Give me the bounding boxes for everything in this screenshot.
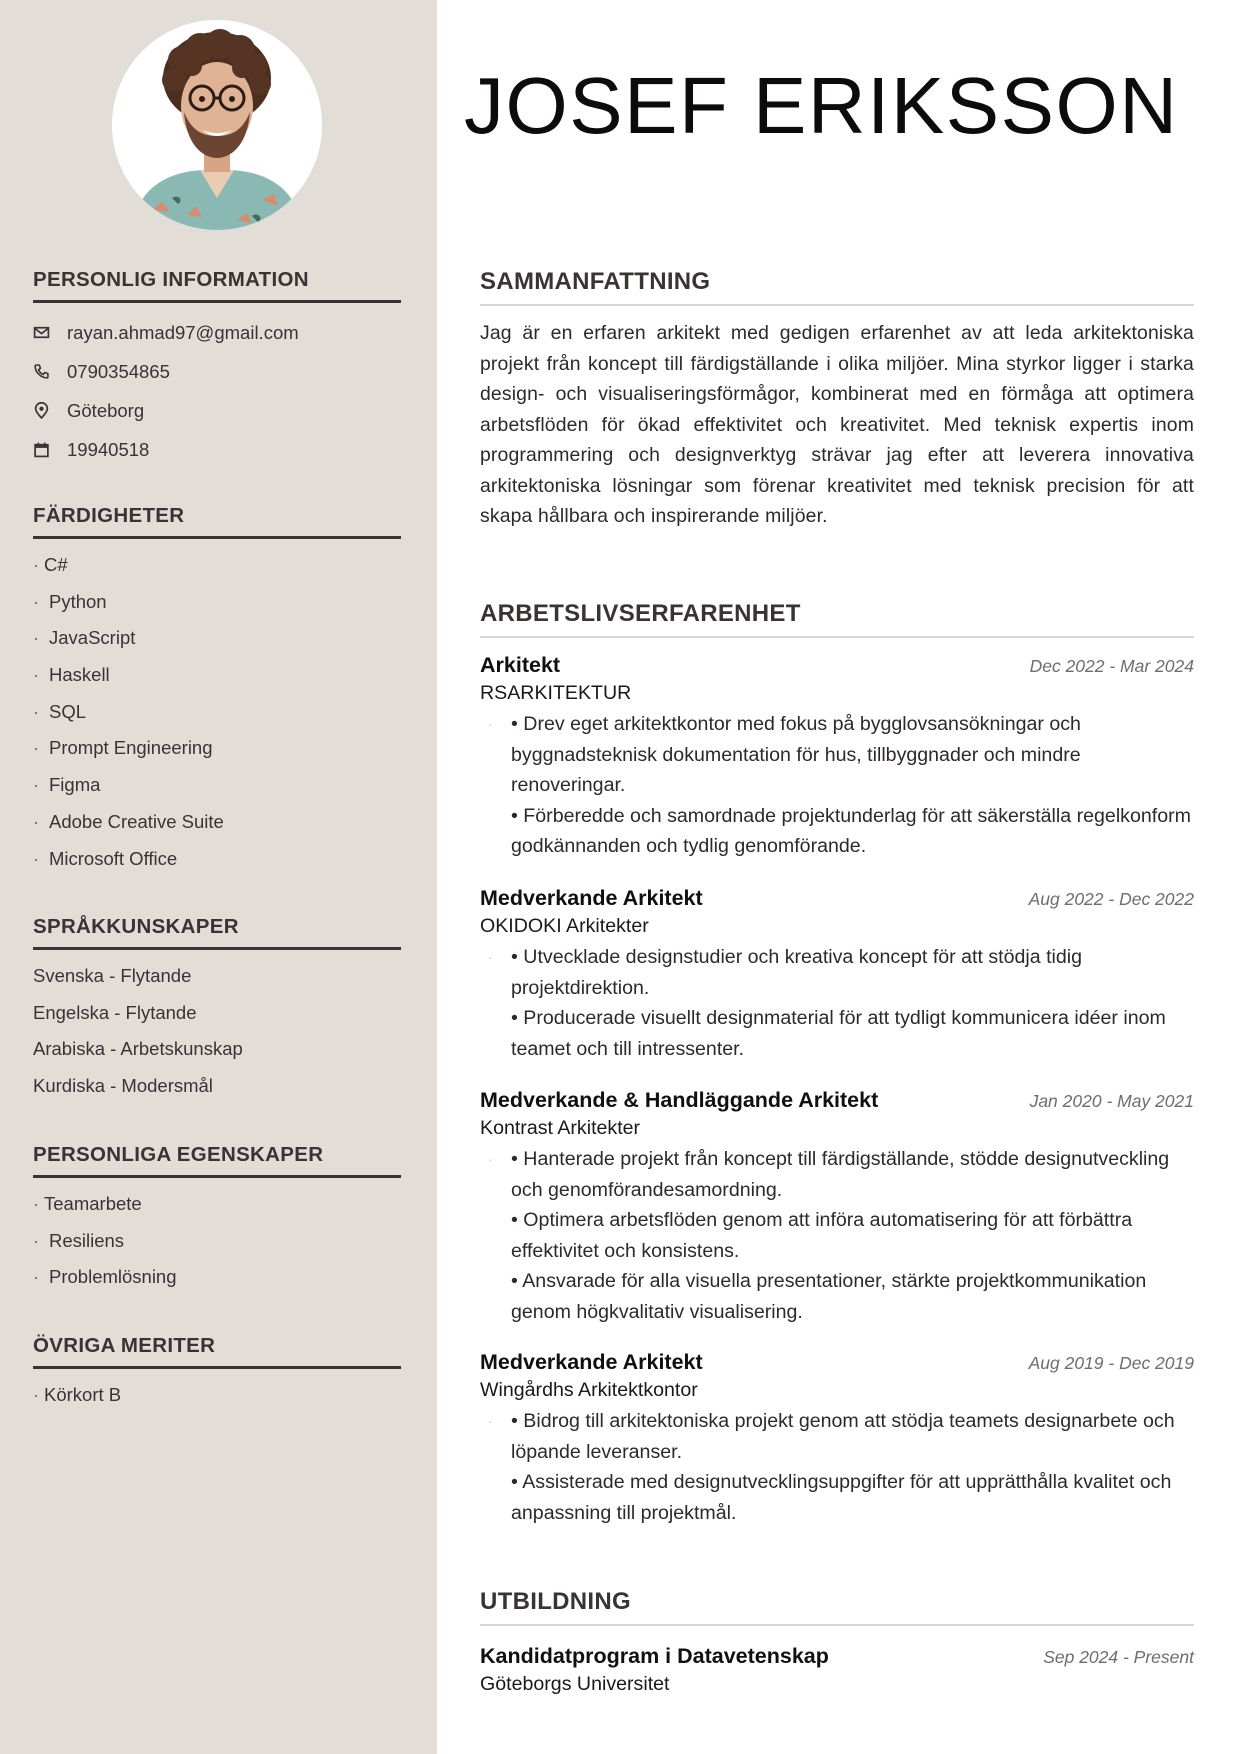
language-item: Kurdiska - Modersmål [33,1074,213,1096]
job-bullets: · • Hanterade projekt från koncept till färdigställande, stödde designutveckling och genomförandesamordning. • Optimera arbetsflöden genom att införa automatisering för att förbättra effektivitet och konsistens. • Ansvarade för alla visuella presentationer, stärkte projektkommunikation genom högkvalitativ visualisering. [480,1144,1194,1327]
skill-item: · Adobe Creative Suite [33,810,224,832]
contact-email [33,313,401,352]
skill-label: Python [49,590,107,612]
skill-item: · C# [33,554,68,575]
birthdate-text: 19940518 [67,438,150,460]
person-name: JOSEF ERIKSSON [464,61,1179,150]
job-date: Jan 2020 - May 2021 [1029,1091,1194,1111]
traits-section [33,1143,401,1296]
education-title: Kandidatprogram i Datavetenskap [480,1644,829,1668]
education-section [480,1588,1194,1696]
sidebar [0,0,437,1754]
skills-heading: FÄRDIGHETER [33,504,401,539]
job-company: Kontrast Arkitekter [480,1117,641,1139]
skill-item: · Figma [33,774,101,796]
language-item: Svenska - Flytande [33,965,192,986]
merit-label: Körkort B [44,1384,122,1405]
job-bullets: · • Drev eget arkitektkontor med fokus på bygglovsansökningar och byggnadsteknisk dokumentation för hus, tillbyggnader och mindre renoveringar. • Förberedde och samordnade projektunderlag för att säkerställa regelkonform godkännanden och tydlig genomförande. [480,709,1194,862]
contact-phone [33,352,401,391]
job-date: Aug 2019 - Dec 2019 [1028,1353,1194,1373]
job-bullets: · • Utvecklade designstudier och kreativa koncept för att stödja tidig projektdirektion. • Producerade visuellt designmaterial för att tydligt kommunicera idéer inom teamet och till intressenter. [480,942,1194,1064]
job-title: Medverkande Arkitekt [480,886,703,910]
job-date: Aug 2022 - Dec 2022 [1028,889,1194,909]
education-school: Göteborgs Universitet [480,1673,670,1695]
location-icon [33,402,67,419]
job-title: Medverkande Arkitekt [480,1350,703,1374]
job-entry [480,653,1194,862]
job-company: Wingårdhs Arkitektkontor [480,1379,698,1401]
other-merits-heading: ÖVRIGA MERITER [33,1334,401,1369]
job-bullets: · • Bidrog till arkitektoniska projekt genom att stödja teamets designarbete och löpande leveranser. • Assisterade med designutvecklingsuppgifter för att upprätthålla kvalitet och anpassning till projektmål. [480,1406,1194,1528]
skill-item: · SQL [33,700,87,722]
skills-section [33,504,401,877]
job-bullet: • Förberedde och samordnade projektunderlag för att säkerställa regelkonform godkännanden och tydlig genomförande. [511,804,1191,857]
trait-label: Teamarbete [44,1193,142,1214]
phone-icon [33,363,67,380]
job-bullet: • Optimera arbetsflöden genom att införa automatisering för att förbättra effektivitet och konsistens. [511,1209,1133,1262]
trait-item: · Teamarbete [33,1193,142,1214]
languages-section [33,915,401,1104]
contact-birthdate [33,430,401,469]
job-bullet: • Drev eget arkitektkontor med fokus på bygglovsansökningar och byggnadsteknisk dokumentation för hus, tillbyggnader och mindre renoveringar. [511,713,1081,796]
skill-label: Adobe Creative Suite [49,810,224,832]
summary-text: Jag är en erfaren arkitekt med gedigen erfarenhet av att leda arkitektoniska projekt från koncept till färdigställande i olika miljöer. Mina styrkor ligger i starka design- och visualiseringsförmågor, kombinerat med en förmåga att optimera arbetsflöden för ökad effektivitet och kreativitet. Med teknisk expertis inom programmering och designverktyg strävar jag efter att leverera innovativa arkitektoniska lösningar som förenar kreativitet med teknisk precision för att skapa hållbara och inspirerande miljöer. [480,322,1194,527]
skill-label: SQL [49,700,87,722]
language-item: Engelska - Flytande [33,1001,197,1023]
language-item: Arabiska - Arbetskunskap [33,1038,243,1059]
contact-location [33,391,401,430]
skill-label: Figma [49,774,101,796]
trait-label: Resiliens [49,1229,125,1251]
summary-heading: SAMMANFATTNING [480,268,1194,306]
education-date: Sep 2024 - Present [1043,1647,1194,1667]
trait-label: Problemlösning [49,1266,177,1288]
job-bullet: • Producerade visuellt designmaterial för att tydligt kommunicera idéer inom teamet och till intressenter. [511,1007,1166,1060]
personal-info-heading: PERSONLIG INFORMATION [33,268,401,303]
trait-item: · Problemlösning [33,1266,177,1288]
location-text: Göteborg [67,399,145,421]
job-company: OKIDOKI Arkitekter [480,915,649,937]
skill-item: · Python [33,590,107,612]
personal-info-section [33,268,401,469]
education-heading: UTBILDNING [480,1588,1194,1626]
job-entry [480,1088,1194,1327]
merit-item: · Körkort B [33,1384,122,1405]
job-entry [480,886,1194,1064]
traits-heading: PERSONLIGA EGENSKAPER [33,1143,401,1178]
job-bullet: • Ansvarade för alla visuella presentationer, stärkte projektkommunikation genom högkvalitativ visualisering. [511,1270,1147,1323]
skill-label: Microsoft Office [49,847,178,869]
skill-label: JavaScript [49,627,136,649]
experience-heading: ARBETSLIVSERFARENHET [480,600,1194,638]
trait-item: · Resiliens [33,1229,125,1251]
job-entry [480,1350,1194,1528]
other-merits-section [33,1334,401,1414]
languages-heading: SPRÅKKUNSKAPER [33,915,401,950]
education-entry [480,1644,1194,1696]
summary-section [480,268,1194,532]
job-title: Arkitekt [480,653,561,677]
skill-item: · Prompt Engineering [33,737,213,759]
skill-item: · Haskell [33,664,110,686]
job-bullet: • Utvecklade designstudier och kreativa koncept för att stödja tidig projektdirektion. [511,946,1083,999]
job-company: RSARKITEKTUR [480,682,632,704]
profile-photo [112,20,322,230]
skill-item: · Microsoft Office [33,847,178,869]
job-title: Medverkande & Handläggande Arkitekt [480,1088,879,1112]
job-bullet: • Hanterade projekt från koncept till färdigställande, stödde designutveckling och genomförandesamordning. [511,1148,1170,1201]
experience-section [480,600,1194,1550]
skill-label: Haskell [49,664,110,686]
calendar-icon [33,441,67,458]
job-bullet: • Assisterade med designutvecklingsuppgifter för att upprätthålla kvalitet och anpassning till projektmål. [511,1471,1172,1524]
skill-item: · JavaScript [33,627,136,649]
job-date: Dec 2022 - Mar 2024 [1029,656,1194,676]
job-bullet: • Bidrog till arkitektoniska projekt genom att stödja teamets designarbete och löpande leveranser. [511,1410,1175,1463]
email-text: rayan.ahmad97@gmail.com [67,321,299,343]
mail-icon [33,324,67,341]
phone-text: 0790354865 [67,360,170,382]
skill-label: C# [44,554,68,575]
skill-label: Prompt Engineering [49,737,213,759]
